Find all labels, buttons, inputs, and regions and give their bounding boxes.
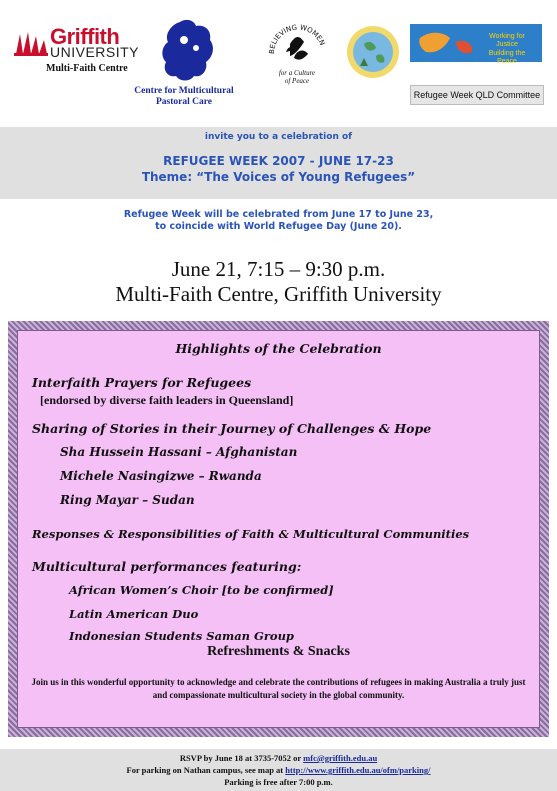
griffith-brand: Griffith: [50, 24, 120, 49]
highlights-panel: [17, 330, 540, 728]
speaker-item: Sha Hussein Hassani – Afghanistan: [60, 445, 298, 459]
wfj-line-2: Building the Peace: [488, 49, 526, 66]
parking-text: For parking on Nathan campus, see map at: [126, 765, 286, 775]
believing-women-caption: [266, 70, 328, 85]
highlights-title: Highlights of the Celebration: [175, 341, 382, 356]
multi-faith-centre-label: Multi-Faith Centre: [46, 63, 128, 74]
rsvp-email-link[interactable]: mfc@griffith.edu.au: [303, 753, 378, 763]
performer-item: Latin American Duo: [69, 607, 199, 621]
event-datetime: June 21, 7:15 – 9:30 p.m.: [171, 257, 386, 281]
griffith-sub: UNIVERSITY: [50, 44, 140, 60]
description-line-1: Refugee Week will be celebrated from June 17 to June 23,: [123, 209, 434, 220]
performer-item: Indonesian Students Saman Group: [69, 629, 294, 643]
flame-icon: [14, 30, 48, 56]
cmpc-label-line-2: Pastoral Care: [155, 96, 213, 107]
believing-women-arc-text: BELIEVING WOMEN: [267, 23, 327, 55]
working-for-justice-logo: [410, 24, 542, 66]
responses-heading: Responses & Responsibilities of Faith & Multicultural Communities: [32, 527, 470, 541]
cmpc-logo-icon: [160, 18, 216, 84]
bw-caption-2: of Peace: [284, 76, 310, 85]
stories-heading: Sharing of Stories in their Journey of Challenges & Hope: [32, 421, 432, 436]
rsvp-text: RSVP by June 18 at 3735-7052 or: [179, 753, 304, 763]
closing-statement: Join us in this wonderful opportunity to acknowledge and celebrate the contributions of refugees in making Australia a truly just and compassionate multicultural society in the global community.: [31, 677, 526, 700]
prayers-heading: Interfaith Prayers for Refugees: [32, 375, 252, 390]
wfj-line-1: Working for Justice: [489, 33, 525, 49]
speaker-item: Ring Mayar – Sudan: [60, 493, 195, 507]
parking-map-link[interactable]: http://www.griffith.edu.au/ofm/parking/: [285, 765, 431, 775]
speaker-item: Michele Nasingizwe – Rwanda: [60, 469, 262, 483]
performances-heading: Multicultural performances featuring:: [32, 559, 302, 574]
event-title-line: REFUGEE WEEK 2007 - JUNE 17-23: [163, 154, 394, 168]
believing-women-icon: [266, 14, 328, 72]
event-title: [0, 154, 557, 185]
event-description: [0, 209, 557, 234]
refugee-week-qld-committee-label: Refugee Week QLD Committee: [410, 85, 544, 105]
description-line-2: to coincide with World Refugee Day (June 20).: [155, 221, 402, 233]
believing-women-logo: [266, 14, 328, 96]
bw-caption-1: for a Culture: [278, 69, 316, 77]
cmpc-label: [130, 86, 238, 108]
event-theme-line: Theme: “The Voices of Young Refugees”: [141, 169, 416, 184]
globe-logo-icon: [342, 22, 404, 82]
refreshments-heading: Refreshments & Snacks: [207, 644, 350, 659]
griffith-university-logo: [14, 24, 140, 60]
parking-free-line: Parking is free after 7:00 p.m.: [224, 777, 333, 787]
wfj-text: [478, 33, 536, 67]
cmpc-label-line-1: Centre for Multicultural: [134, 86, 234, 96]
invite-line: invite you to a celebration of: [204, 132, 353, 142]
parking-line: [0, 765, 557, 775]
rsvp-line: [0, 753, 557, 763]
performer-item: African Women’s Choir [to be confirmed]: [69, 583, 334, 597]
event-venue: Multi-Faith Centre, Griffith University: [115, 282, 442, 307]
event-when-where: [0, 257, 557, 307]
highlights-frame: [8, 321, 549, 737]
map-icon: [416, 28, 478, 58]
prayers-note: [endorsed by diverse faith leaders in Queensland]: [40, 393, 294, 407]
